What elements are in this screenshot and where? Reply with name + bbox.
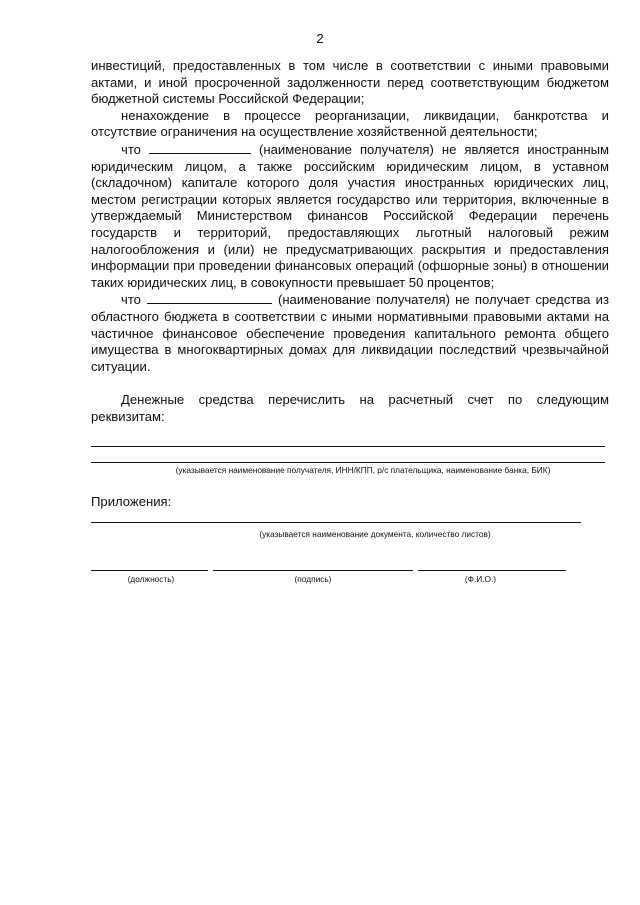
recipient-name-blank[interactable] [147,291,272,304]
signature-line[interactable] [213,570,413,571]
page-number: 2 [316,31,324,46]
paragraph-regional-budget [91,291,609,375]
paragraph-payment-details: Денежные средства перечислить на расчетный счет по следующим реквизитам: [91,392,609,424]
attachments-line[interactable] [91,522,581,523]
attachments-caption: (указывается наименование документа, количество листов) [259,529,491,539]
recipient-name-blank[interactable] [149,141,251,154]
paragraph-text: (наименование получателя) не получает средства из областного бюджета в соответствии с иными нормативными правовыми актами на частичное финансовое обеспечение проведения капитального ремонта общего имущества в многоквартирных домах для ликвидации последствий чрезвычайной ситуации. [91,292,609,374]
signature-caption: (подпись) [294,574,332,584]
paragraph-prefix: что [121,141,141,157]
paragraph-reorganization: ненахождение в процессе реорганизации, ликвидации, банкротства и отсутствие ограничения на осуществление хозяйственной деятельности; [91,107,609,140]
requisites-line-1[interactable] [91,446,605,447]
full-name-caption: (Ф.И.О.) [464,574,497,584]
paragraph-text: (наименование получателя) не является иностранным юридическим лицом, а также российским юридическим лицом, в уставном (складочном) капитале которого доля участия иностранных юридических лиц, местом регистрации которых является государство или территория, включенные в утверждаемый Министерством финансов Российской Федерации перечень государств и территорий, предоставляющих льготный налоговый режим налогообложения и (или) не предусматривающих раскрытия и предоставления информации при проведении финансовых операций (офшорные зоны) в отношении таких юридических лиц, в совокупности превышает 50 процентов; [91,141,610,290]
requisites-line-2[interactable] [91,462,605,463]
position-line[interactable] [91,570,208,571]
position-caption: (должность) [127,574,175,584]
paragraph-prefix: что [121,292,141,308]
document-body [91,58,609,425]
paragraph-investments: инвестиций, предоставленных в том числе в соответствии с иными правовыми актами, и иной просроченной задолженности перед соответствующим бюджетом бюджетной системы Российской Федерации; [91,58,609,107]
paragraph-foreign-entity [91,141,609,291]
full-name-line[interactable] [418,570,566,571]
requisites-caption: (указывается наименование получателя, ИНН/КПП, р/с плательщика, наименование банка, БИК) [175,465,551,475]
attachments-label: Приложения: [91,494,172,509]
